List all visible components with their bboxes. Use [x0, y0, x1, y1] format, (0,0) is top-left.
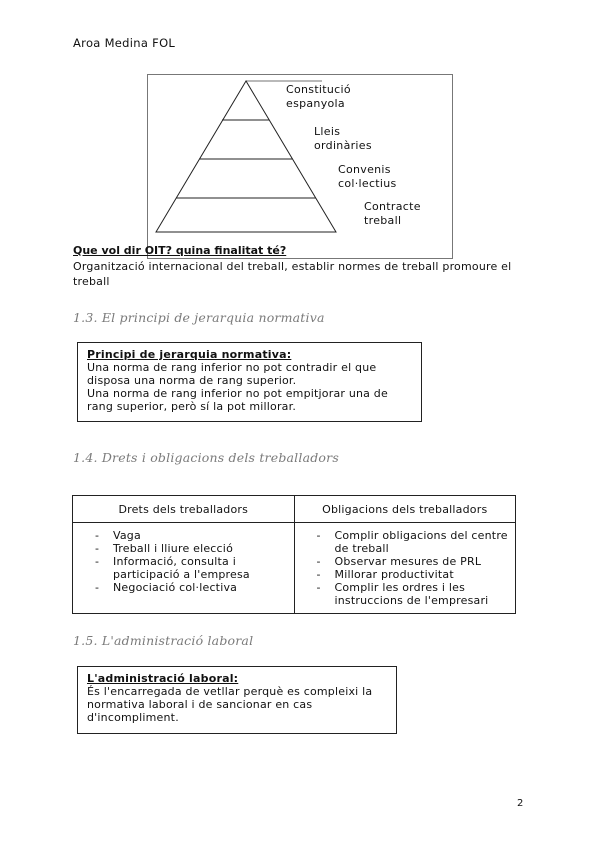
principle-box-text-1: Una norma de rang inferior no pot contradir el que disposa una norma de rang superior.: [87, 361, 377, 387]
oit-answer: Organització internacional del treball, establir normes de treball promoure el treball: [73, 260, 512, 288]
pyramid-figure: [147, 74, 453, 259]
obligations-column-header: Obligacions dels treballadors: [294, 496, 516, 523]
pyramid-level-3-label: Convenis col·lectius: [338, 163, 397, 190]
administration-box: [77, 666, 397, 734]
rights-column-header: Drets dels treballadors: [73, 496, 295, 523]
list-item: - Informació, consulta i participació a l'empresa: [95, 555, 290, 581]
administration-box-text: És l'encarregada de vetllar perquè es compleixi la normativa laboral i de sancionar en cas d'incompliment.: [87, 685, 373, 724]
rights-list: [95, 529, 290, 594]
list-item: - Negociació col·lectiva: [95, 581, 290, 594]
obligations-list: [317, 529, 512, 607]
obligations-cell: [294, 523, 516, 614]
page-header-author: Aroa Medina FOL: [73, 36, 176, 50]
principle-box-title: Principi de jerarquia normativa:: [87, 348, 292, 361]
principle-box-text-2: Una norma de rang inferior no pot empitjorar una de rang superior, però sí la pot millorar.: [87, 387, 388, 413]
section-heading-1-4: 1.4. Drets i obligacions dels treballadors: [73, 450, 339, 465]
list-item: - Observar mesures de PRL: [317, 555, 512, 568]
list-item: - Complir obligacions del centre de treball: [317, 529, 512, 555]
oit-question: Que vol dir OIT? quina finalitat té?: [73, 244, 287, 257]
pyramid-level-1-label: Constitució espanyola: [286, 83, 351, 110]
rights-cell: [73, 523, 295, 614]
rights-obligations-table: [72, 495, 516, 614]
pyramid-level-2-label: Lleis ordinàries: [314, 125, 372, 152]
list-item: - Vaga: [95, 529, 290, 542]
pyramid-level-4-label: Contracte treball: [364, 200, 421, 227]
list-item: - Complir les ordres i les instruccions de l'empresari: [317, 581, 512, 607]
table-header-row: [73, 496, 516, 523]
administration-box-title: L'administració laboral:: [87, 672, 239, 685]
section-heading-1-5: 1.5. L'administració laboral: [73, 633, 254, 648]
page-number: 2: [517, 798, 524, 809]
table-row: [73, 523, 516, 614]
section-heading-1-3: 1.3. El principi de jerarquia normativa: [73, 310, 325, 325]
list-item: - Treball i lliure elecció: [95, 542, 290, 555]
principle-box: [77, 342, 422, 422]
list-item: - Millorar productivitat: [317, 568, 512, 581]
